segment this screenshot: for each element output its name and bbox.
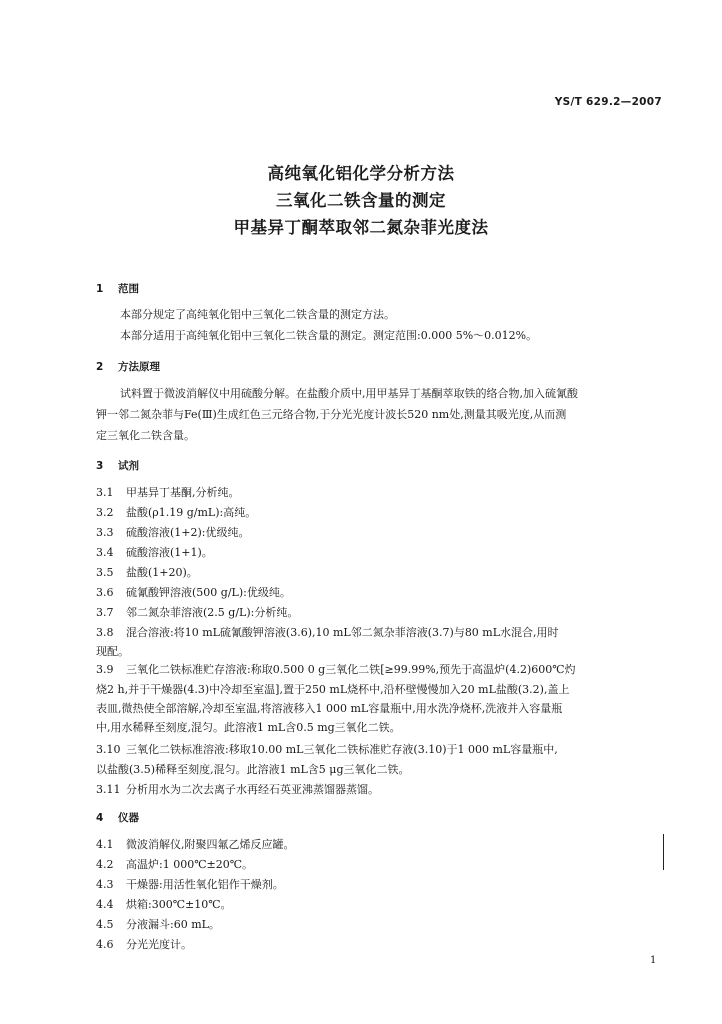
scope-paragraph <box>96 304 661 346</box>
item-text: 三氧化二铁标准溶液:移取10.00 mL三氧化二铁标准贮存液(3.10)于1 000 mL容量瓶中, <box>126 743 558 756</box>
reagent-item <box>96 661 576 677</box>
item-number: 4.3 <box>96 878 114 891</box>
paragraph-line: 定三氧化二铁含量。 <box>96 429 195 442</box>
item-text: 硫氰酸钾溶液(500 g/L):优级纯。 <box>126 586 291 599</box>
item-text: 分光光度计。 <box>126 938 192 951</box>
reagent-item-continuation: 表皿,微热使全部溶解,冷却至室温,将溶液移入1 000 mL容量瓶中,用水洗净烧杯,洗液并入容量瓶 <box>96 702 563 715</box>
reagent-item-continuation: 现配。 <box>96 645 129 658</box>
section-heading-apparatus <box>96 810 139 825</box>
title-line-1: 高纯氧化铝化学分析方法 <box>267 164 455 183</box>
page-number: 1 <box>650 955 657 966</box>
item-number: 3.8 <box>96 626 114 639</box>
paragraph-line: 本部分适用于高纯氧化铝中三氧化二铁含量的测定。测定范围:0.000 5%～0.012%。 <box>120 329 538 342</box>
section-title: 仪器 <box>118 812 139 824</box>
item-text: 硫酸溶液(1+1)。 <box>126 546 213 559</box>
item-text: 甲基异丁基酮,分析纯。 <box>126 486 240 499</box>
reagent-item <box>96 781 379 797</box>
section-heading-reagents <box>96 458 139 473</box>
title-line-2: 三氧化二铁含量的测定 <box>276 191 446 210</box>
reagent-item <box>96 741 558 757</box>
paragraph-line: 试料置于微波消解仪中用硫酸分解。在盐酸介质中,用甲基异丁基酮萃取铁的络合物,加入硫氰酸 <box>120 387 578 400</box>
item-number: 4.4 <box>96 898 114 911</box>
reagent-item <box>96 584 291 600</box>
section-heading-principle <box>96 359 160 374</box>
item-number: 3.2 <box>96 506 114 519</box>
reagent-item <box>96 544 213 560</box>
reagent-item <box>96 564 198 580</box>
item-number: 4.2 <box>96 858 114 871</box>
apparatus-item <box>96 916 220 932</box>
reagent-item-continuation: 以盐酸(3.5)稀释至刻度,混匀。此溶液1 mL含5 μg三氧化二铁。 <box>96 763 410 776</box>
item-text: 高温炉:1 000℃±20℃。 <box>126 858 254 871</box>
reagent-item <box>96 604 298 620</box>
item-number: 3.7 <box>96 606 114 619</box>
apparatus-item <box>96 896 232 912</box>
item-text: 分析用水为二次去离子水再经石英亚沸蒸馏器蒸馏。 <box>126 783 379 796</box>
item-number: 3.6 <box>96 586 114 599</box>
item-text: 混合溶液:将10 mL硫氰酸钾溶液(3.6),10 mL邻二氮杂菲溶液(3.7)与80 mL水混合,用时 <box>126 626 559 639</box>
item-text: 分液漏斗:60 mL。 <box>126 918 220 931</box>
section-number: 4 <box>96 812 104 824</box>
item-text: 硫酸溶液(1+2):优级纯。 <box>126 526 250 539</box>
reagent-item <box>96 504 256 520</box>
item-number: 4.6 <box>96 938 114 951</box>
section-number: 1 <box>96 283 104 295</box>
item-text: 邻二氮杂菲溶液(2.5 g/L):分析纯。 <box>126 606 299 619</box>
item-number: 3.11 <box>96 783 121 796</box>
standard-code: YS/T 629.2—2007 <box>554 96 662 108</box>
paragraph-line: 本部分规定了高纯氧化铝中三氧化二铁含量的测定方法。 <box>120 308 395 321</box>
section-number: 2 <box>96 361 104 373</box>
item-text: 烘箱:300℃±10℃。 <box>126 898 232 911</box>
item-text: 盐酸(ρ1.19 g/mL):高纯。 <box>126 506 257 519</box>
item-text: 微波消解仪,附聚四氟乙烯反应罐。 <box>126 838 295 851</box>
item-number: 3.9 <box>96 663 114 676</box>
reagent-item <box>96 484 240 500</box>
reagent-item-continuation: 烧2 h,并于干燥器(4.3)中冷却至室温],置于250 mL烧杯中,沿杯壁慢慢加入20 mL盐酸(3.2),盖上 <box>96 683 570 696</box>
apparatus-item <box>96 836 295 852</box>
reagent-item <box>96 524 250 540</box>
document-title <box>0 160 722 241</box>
item-number: 3.5 <box>96 566 114 579</box>
item-number: 4.1 <box>96 838 114 851</box>
principle-paragraph <box>96 383 661 446</box>
section-title: 方法原理 <box>118 361 160 373</box>
item-number: 3.10 <box>96 743 121 756</box>
item-number: 4.5 <box>96 918 114 931</box>
paragraph-line: 钾一邻二氮杂菲与Fe(Ⅲ)生成红色三元络合物,于分光光度计波长520 nm处,测量其吸光度,从而测 <box>96 408 567 421</box>
apparatus-item <box>96 856 253 872</box>
section-heading-scope <box>96 281 139 296</box>
apparatus-item <box>96 876 284 892</box>
apparatus-item <box>96 936 192 952</box>
item-text: 盐酸(1+20)。 <box>126 566 198 579</box>
item-text: 三氧化二铁标准贮存溶液:称取0.500 0 g三氧化二铁[≥99.99%,预先于高温炉(4.2)600℃灼 <box>126 663 576 676</box>
item-number: 3.1 <box>96 486 114 499</box>
section-title: 范围 <box>118 283 139 295</box>
title-line-3: 甲基异丁酮萃取邻二氮杂菲光度法 <box>233 218 489 237</box>
reagent-item-continuation: 中,用水稀释至刻度,混匀。此溶液1 mL含0.5 mg三氧化二铁。 <box>96 721 401 734</box>
section-number: 3 <box>96 460 104 472</box>
item-text: 干燥器:用活性氧化铝作干燥剂。 <box>126 878 284 891</box>
section-title: 试剂 <box>118 460 139 472</box>
reagent-item <box>96 624 559 640</box>
margin-change-bar <box>663 834 664 870</box>
item-number: 3.4 <box>96 546 114 559</box>
item-number: 3.3 <box>96 526 114 539</box>
